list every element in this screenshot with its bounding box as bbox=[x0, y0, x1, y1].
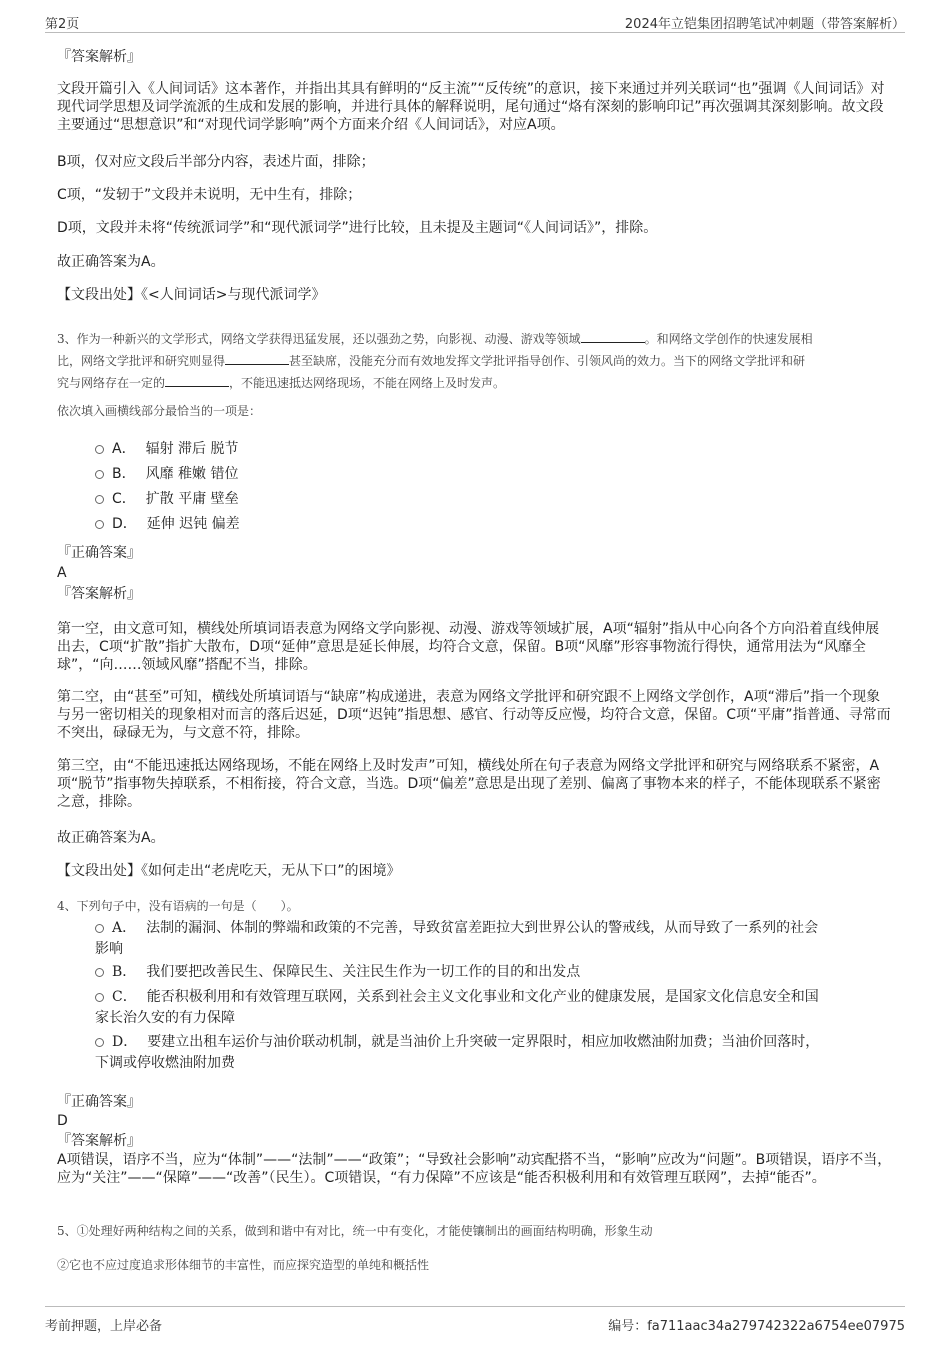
correct-answer-heading: 『正确答案』 bbox=[57, 1094, 141, 1110]
radio-icon[interactable] bbox=[95, 968, 104, 977]
fill-blank-3 bbox=[165, 374, 229, 387]
option-text: 下调或停收燃油附加费 bbox=[95, 1055, 235, 1071]
fill-blank-2 bbox=[225, 352, 289, 365]
option-text: 扩散 平庸 壁垒 bbox=[145, 491, 239, 507]
conclusion: 故正确答案为A。 bbox=[57, 254, 165, 270]
correct-answer-heading: 『正确答案』 bbox=[57, 545, 141, 561]
question-4-stem: 4、下列句子中，没有语病的一句是（ ）。 bbox=[57, 899, 299, 913]
document-id: 编号：fa711aac34a279742322a6754ee07975 bbox=[608, 1319, 905, 1334]
analysis-paragraph: 文段开篇引入《人间词话》这本著作，并指出其具有鲜明的“反主流”“反传统”的意识，接下来通过并列关联词“也”强调《人间词话》对现代词学思想及词学流派的生成和发展的影响，并进行具体的解释说明，尾句通过“烙有深刻的影响印记”再次强调其深刻影响。故文段主要通过“思想意识”和“对现代词学影响”两个方面来介绍《人间词话》，对应A项。 bbox=[57, 81, 885, 133]
page-header bbox=[45, 10, 905, 33]
option-letter: C． bbox=[112, 989, 137, 1005]
analysis-paragraph-2: 第二空，由“甚至”可知，横线处所填词语与“缺席”构成递进，表意为网络文学批评和研究跟不上网络文学创作，A项“滞后”指一个现象与另一密切相关的现象相对而言的落后迟延，D项“迟钝”指思想、感官、行动等反应慢，均符合文意，保留。C项“平庸”指普通、寻常而不突出，碌碌无为，与文意不符，排除。 bbox=[57, 689, 891, 741]
option-letter: B． bbox=[112, 466, 136, 482]
source-citation: 【文段出处】《如何走出“老虎吃天，无从下口”的困境》 bbox=[57, 863, 401, 879]
option-c[interactable] bbox=[95, 987, 885, 1029]
correct-answer: A bbox=[57, 565, 67, 581]
option-letter: A． bbox=[112, 920, 137, 936]
option-text: 法制的漏洞、体制的弊端和政策的不完善，导致贫富差距拉大到世界公认的警戒线，从而导致了一系列的社会 bbox=[146, 920, 819, 936]
option-text: 我们要把改善民生、保障民生、关注民生作为一切工作的目的和出发点 bbox=[146, 964, 581, 980]
analysis-option-c: C项，“发轫于”文段并未说明，无中生有，排除； bbox=[57, 187, 362, 203]
radio-icon[interactable] bbox=[95, 495, 104, 504]
page-footer bbox=[45, 1306, 905, 1334]
question-5-item-2: ②它也不应过度追求形体细节的丰富性，而应探究造型的单纯和概括性 bbox=[57, 1258, 430, 1272]
option-letter: B． bbox=[112, 964, 137, 980]
question-3-prompt: 依次填入画横线部分最恰当的一项是： bbox=[57, 404, 262, 418]
footer-slogan: 考前押题，上岸必备 bbox=[45, 1319, 163, 1334]
option-text: 辐射 滞后 脱节 bbox=[145, 441, 239, 457]
document-title: 2024年立铠集团招聘笔试冲刺题（带答案解析） bbox=[624, 17, 905, 32]
option-text: 能否积极利用和有效管理互联网，关系到社会主义文化事业和文化产业的健康发展，是国家文化信息安全和国 bbox=[146, 989, 819, 1005]
radio-icon[interactable] bbox=[95, 470, 104, 479]
option-a[interactable] bbox=[95, 439, 885, 460]
option-text: 要建立出租车运价与油价联动机制，就是当油价上升突破一定界限时，相应加收燃油附加费；当油价回落时， bbox=[147, 1034, 820, 1050]
fill-blank-1 bbox=[581, 330, 645, 343]
radio-icon[interactable] bbox=[95, 445, 104, 454]
conclusion: 故正确答案为A。 bbox=[57, 830, 165, 846]
radio-icon[interactable] bbox=[95, 993, 104, 1002]
analysis-option-d: D项，文段并未将“传统派词学”和“现代派词学”进行比较，且未提及主题词“《人间词话》”，排除。 bbox=[57, 220, 658, 236]
page-number: 第2页 bbox=[45, 17, 80, 32]
option-letter: D． bbox=[112, 1034, 138, 1050]
radio-icon[interactable] bbox=[95, 924, 104, 933]
analysis-heading: 『答案解析』 bbox=[57, 586, 141, 602]
option-c[interactable] bbox=[95, 489, 885, 510]
analysis-heading: 『答案解析』 bbox=[57, 49, 141, 65]
option-a[interactable] bbox=[95, 918, 885, 960]
option-letter: A． bbox=[112, 441, 136, 457]
option-text: 家长治久安的有力保障 bbox=[95, 1010, 235, 1026]
question-3-stem bbox=[57, 328, 892, 394]
stem-text: 比，网络文学批评和研究则显得 bbox=[57, 354, 226, 368]
correct-answer: D bbox=[57, 1113, 68, 1129]
source-citation: 【文段出处】《<人间词话>与现代派词学》 bbox=[57, 287, 326, 303]
analysis-heading: 『答案解析』 bbox=[57, 1133, 141, 1149]
option-letter: C． bbox=[112, 491, 136, 507]
option-d[interactable] bbox=[95, 514, 885, 535]
analysis-option-b: B项，仅对应文段后半部分内容，表述片面，排除； bbox=[57, 154, 375, 170]
option-d[interactable] bbox=[95, 1032, 885, 1074]
option-b[interactable] bbox=[95, 962, 885, 983]
analysis-paragraph-1: 第一空，由文意可知，横线处所填词语表意为网络文学向影视、动漫、游戏等领域扩展，A项“辐射”指从中心向各个方向沿着直线伸展出去，C项“扩散”指扩大散布，D项“延伸”意思是延长伸展，均符合文意，保留。B项“风靡”形容事物流行得快，通常用法为“风靡全球”，“向……领域风靡”搭配不当，排除。 bbox=[57, 621, 880, 673]
option-text: 延伸 迟钝 偏差 bbox=[146, 516, 240, 532]
stem-text: 。和网络文学创作的快速发展相 bbox=[644, 332, 813, 346]
option-letter: D． bbox=[112, 516, 137, 532]
option-text: 影响 bbox=[95, 941, 123, 957]
radio-icon[interactable] bbox=[95, 1038, 104, 1047]
option-text: 风靡 稚嫩 错位 bbox=[145, 466, 239, 482]
question-5-item-1: 5、①处理好两种结构之间的关系，做到和谐中有对比，统一中有变化，才能使镶制出的画面结构明确，形象生动 bbox=[57, 1224, 653, 1238]
analysis-paragraph: A项错误，语序不当，应为“体制”——“法制”——“政策”；“导致社会影响”动宾配搭不当，“影响”应改为“问题”。B项错误，语序不当，应为“关注”——“保障”——“改善”（民生）。C项错误，“有力保障”不应该是“能否积极利用和有效管理互联网”，去掉“能否”。 bbox=[57, 1152, 892, 1186]
stem-text: 3、作为一种新兴的文学形式，网络文学获得迅猛发展，还以强劲之势，向影视、动漫、游戏等领域 bbox=[57, 332, 581, 346]
stem-text: 究与网络存在一定的 bbox=[57, 376, 166, 390]
analysis-paragraph-3: 第三空，由“不能迅速抵达网络现场，不能在网络上及时发声”可知，横线处所在句子表意为网络文学批评和研究与网络联系不紧密，A项“脱节”指事物失掉联系，不相衔接，符合文意，当选。D项“偏差”意思是出现了差别、偏离了事物本来的样子，不能体现联系不紧密之意，排除。 bbox=[57, 758, 881, 810]
stem-text: ，不能迅速抵达网络现场，不能在网络上及时发声。 bbox=[229, 376, 506, 390]
stem-text: 甚至缺席，没能充分而有效地发挥文学批评指导创作、引领风尚的效力。当下的网络文学批评和研 bbox=[289, 354, 806, 368]
radio-icon[interactable] bbox=[95, 520, 104, 529]
option-b[interactable] bbox=[95, 464, 885, 485]
